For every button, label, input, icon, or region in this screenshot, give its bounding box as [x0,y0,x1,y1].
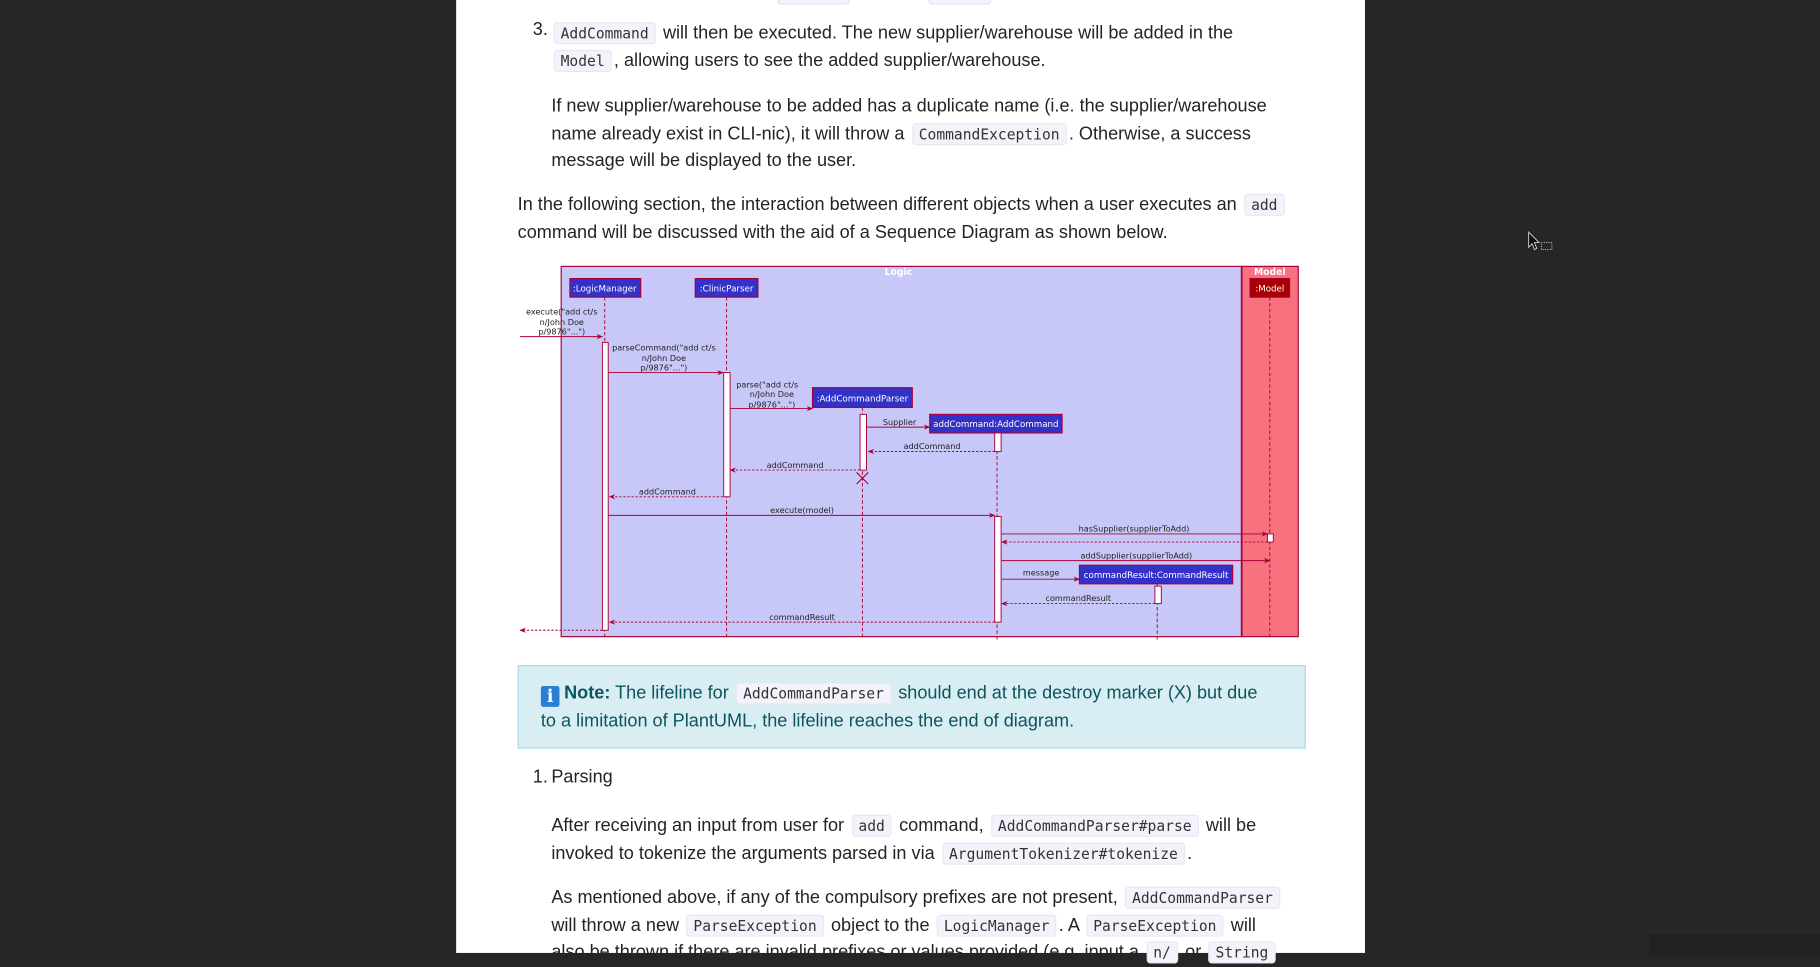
sequence-diagram [526,266,1299,640]
note-text [541,680,1257,735]
inline-code: String [1209,942,1276,964]
info-icon: i [541,686,560,707]
text-line [551,812,1256,839]
text-segment: . A [1058,915,1084,936]
message-label: parse("add ct/s [736,379,799,390]
inline-code: n/ [1146,942,1178,964]
list-item-title: Parsing [551,767,613,787]
inline-code: ParseException [1086,914,1223,936]
text-segment: . Otherwise, a success [1068,123,1251,144]
text-line [518,192,1287,219]
inline-code: add [851,815,891,837]
text-segment: will be [1200,815,1257,836]
inline-code: AddCommandParser#parse [991,815,1199,837]
text-segment: also be thrown if there are invalid prefixes or values provided (e.g. input a [551,942,1144,963]
message-label: hasSupplier(supplierToAdd) [1078,523,1190,534]
document-page [456,0,1365,963]
participant-clinic-parser: :ClinicParser [699,284,754,295]
participant-command-result: commandResult:CommandResult [1083,571,1229,582]
text-line [551,47,1233,74]
message-label: Supplier [882,416,917,427]
text-segment: invoked to tokenize the arguments parsed in via [551,843,940,864]
logic-frame-title: Logic [884,267,913,279]
text-segment: to a limitation of PlantUML, the lifeline reaches the end of diagram. [540,711,1075,731]
text-segment: command, [894,815,989,836]
list-item-text [551,20,1233,75]
text-segment: As mentioned above, if any of the compulsory prefixes are not present, [551,887,1123,908]
text-line [551,884,1282,911]
text-segment: or [1180,942,1207,963]
participant-add-command: addCommand:AddCommand [933,420,1059,431]
note-label: Note: [564,683,611,704]
message-label: n/John Doe [749,388,795,399]
text-line [551,148,1266,175]
message-label: p/9876"...") [538,326,586,337]
list-number: 1. [532,767,548,787]
inline-code: Model [554,49,612,71]
text-line [551,840,1256,867]
inline-code: ParseException [686,914,823,936]
bottom-right-panel [1649,932,1820,954]
message-label: execute(model) [770,505,834,516]
text-line [551,939,1282,966]
participant-add-command-parser: :AddCommandParser [816,394,909,405]
message-label: addCommand [638,486,696,497]
text-segment: The lifeline for [610,683,734,704]
message-label: addSupplier(supplierToAdd) [1080,550,1193,561]
text-segment: message will be displayed to the user. [551,151,857,171]
inline-code: ArgumentTokenizer#tokenize [942,842,1185,864]
inline-code: CommandException [912,123,1067,145]
message-label: p/9876"...") [748,399,796,410]
text-segment: will [1225,915,1256,936]
inline-code: AddCommandParser [736,682,891,704]
text-segment: If new supplier/warehouse to be added has a duplicate name (i.e. the supplier/warehouse [551,96,1267,117]
message-label: addCommand [766,459,824,470]
inline-code: LogicManager [937,914,1057,936]
text-segment: , allowing users to see the added supplier/warehouse. [613,50,1046,71]
text-line [551,912,1282,939]
message-label: parseCommand("add ct/s [612,342,716,353]
text-segment: After receiving an input from user for [551,815,850,836]
text-line [551,93,1266,120]
message-label: p/9876"...") [640,362,688,373]
text-line [551,20,1233,47]
message-label: addCommand [903,441,961,452]
inline-code: add [1244,194,1284,216]
text-segment: will then be executed. The new supplier/warehouse will be added in the [657,23,1234,43]
message-label: execute("add ct/s [526,306,598,317]
text-segment: name already exist in CLI-nic), it will throw a [551,123,910,144]
message-label: message [1022,567,1060,578]
text-segment: object to the [825,915,935,936]
message-label: commandResult [1045,593,1112,604]
text-segment: should end at the destroy marker (X) but due [893,683,1258,704]
text-segment: command will be discussed with the aid of a Sequence Diagram as shown below. [517,222,1168,243]
message-label: commandResult [769,611,835,622]
text-line [551,120,1266,147]
text-segment: In the following section, the interaction between different objects when a user executes an [517,194,1242,215]
text-segment: . [1187,843,1193,864]
inline-code: AddCommand [554,22,656,44]
paragraph [551,812,1256,867]
participant-logic-manager: :LogicManager [572,284,637,295]
mouse-cursor-icon [1527,231,1555,259]
note-callout [518,665,1306,749]
message-label: n/John Doe [539,316,584,327]
list-number: 3. [532,19,548,40]
text-line [518,219,1287,246]
paragraph [518,192,1287,247]
paragraph [551,93,1266,175]
paragraph [551,884,1282,966]
text-segment: will throw a new [551,915,685,936]
model-frame-title: Model [1253,267,1286,279]
participant-model: :Model [1255,284,1285,295]
message-label: n/John Doe [641,352,687,363]
inline-code: AddCommandParser [1125,887,1280,909]
